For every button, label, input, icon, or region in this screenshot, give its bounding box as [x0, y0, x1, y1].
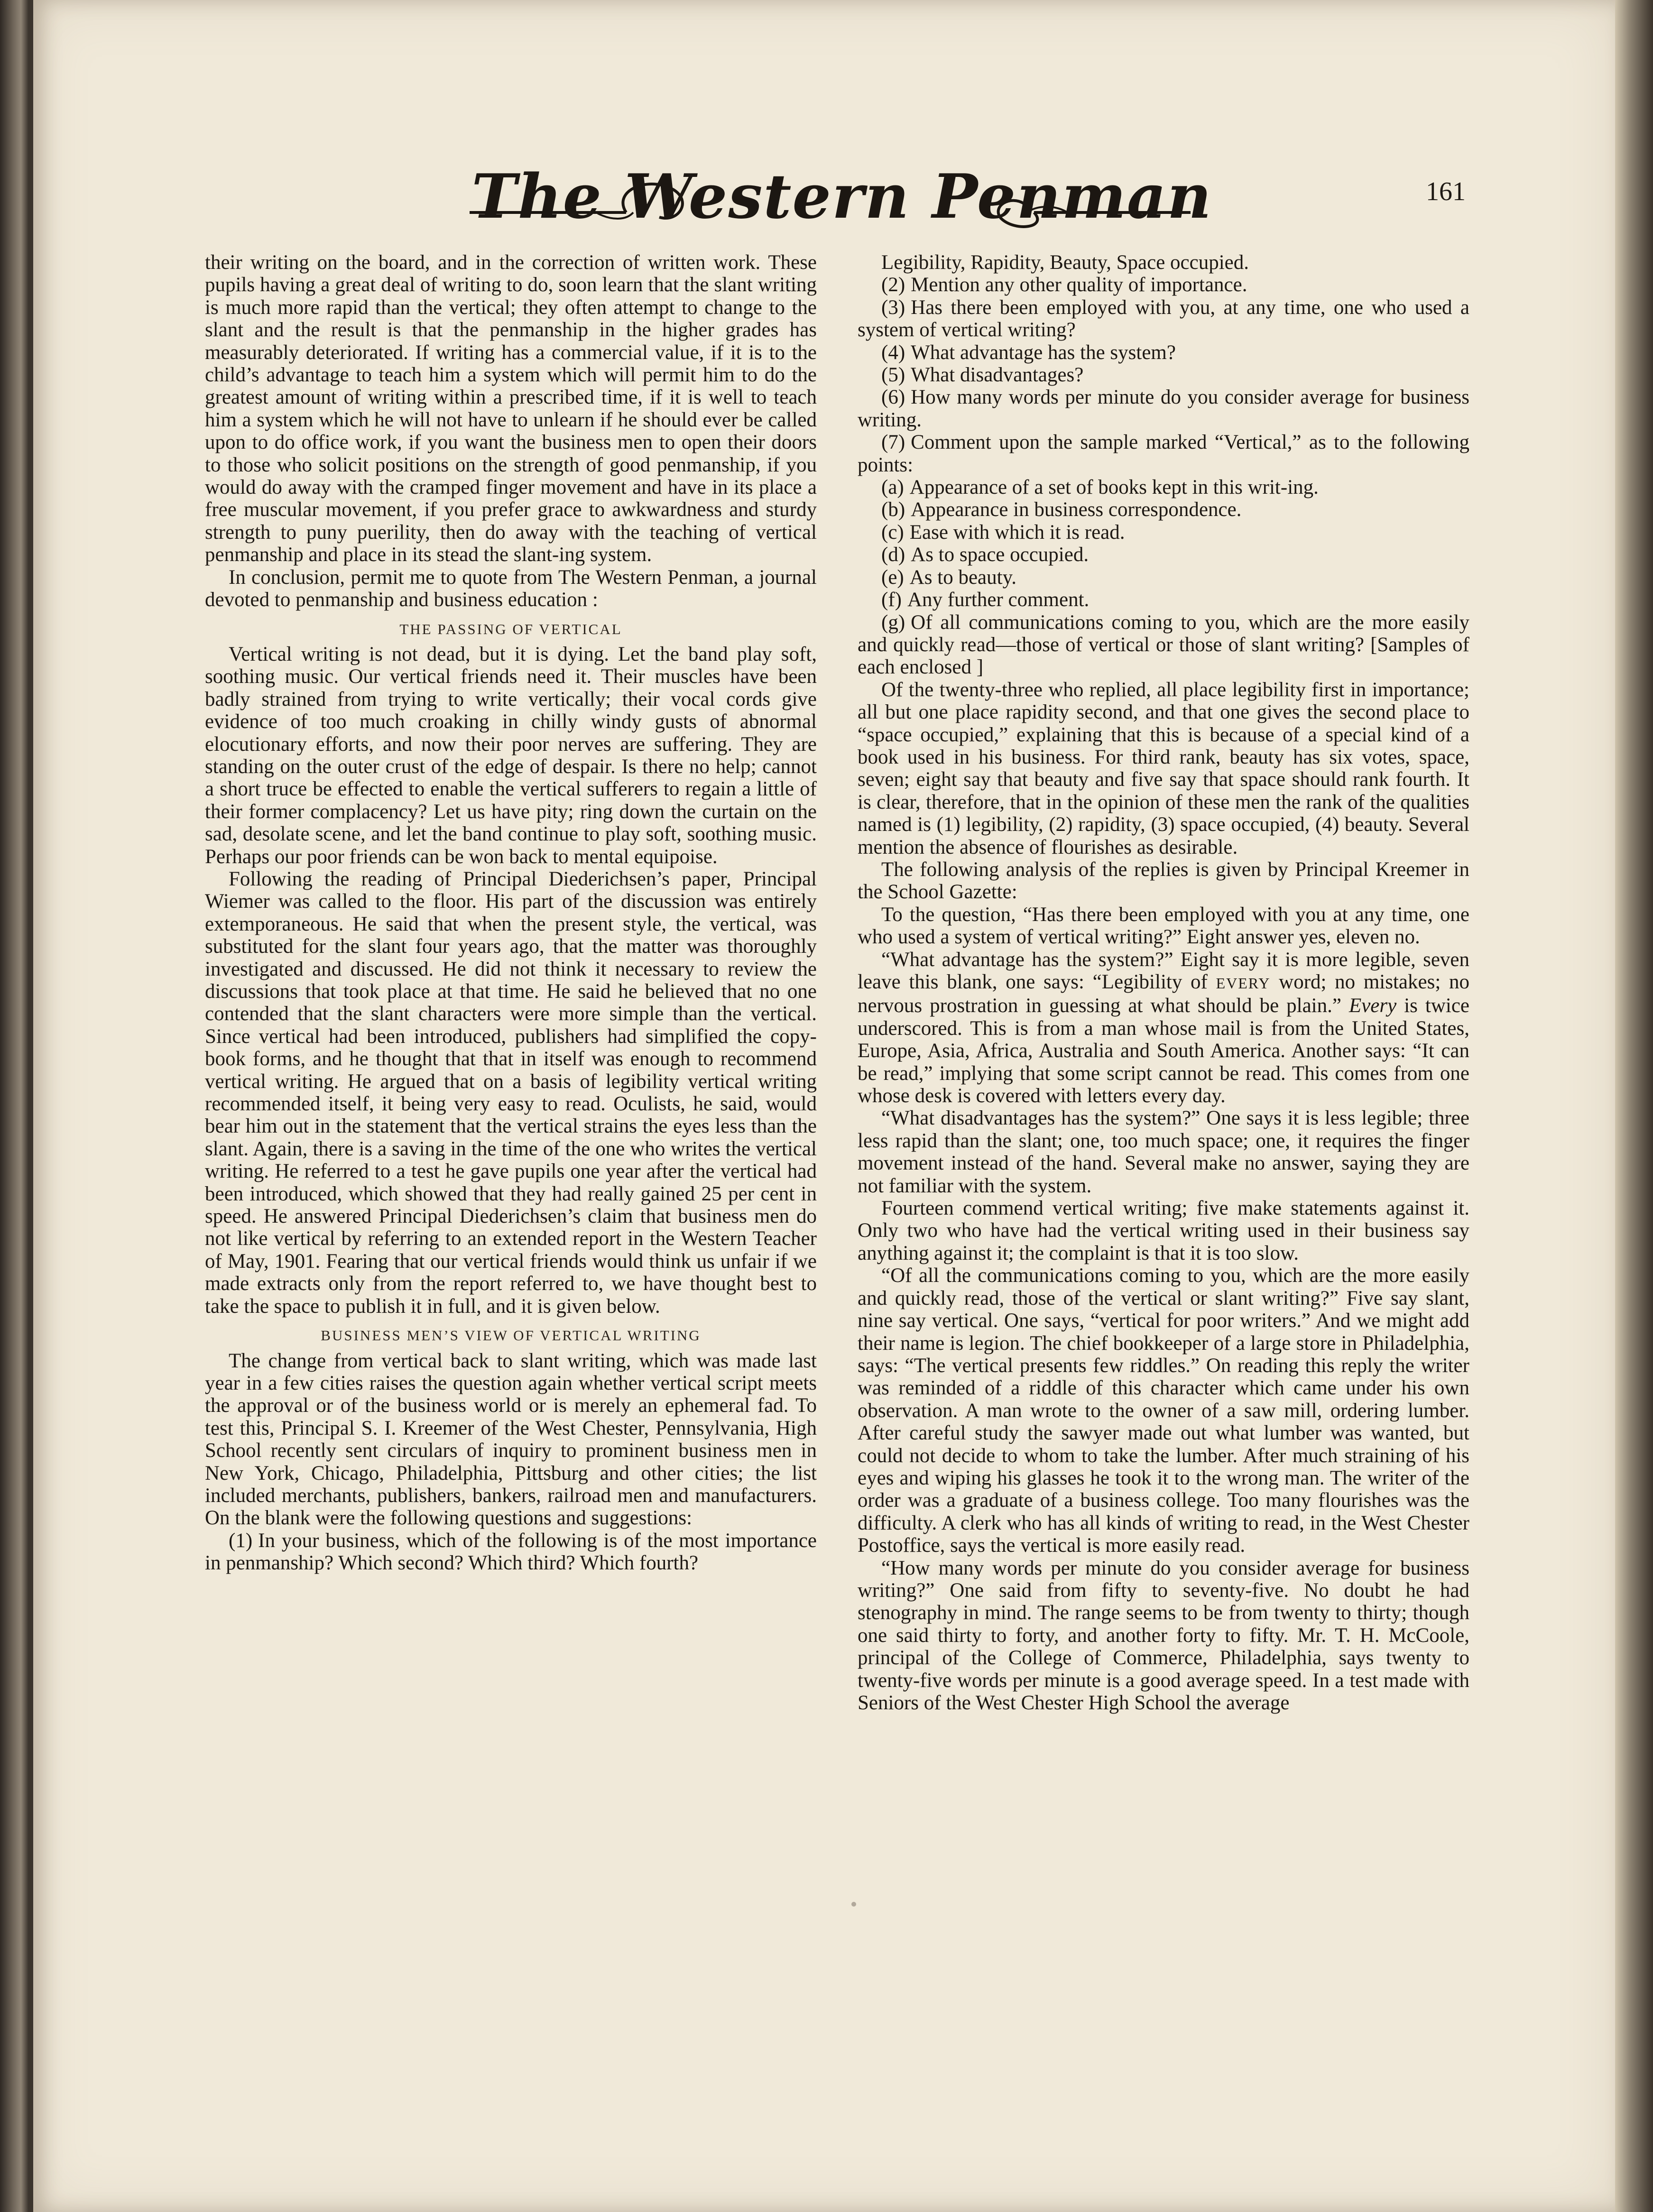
question-text: As to space occupied.	[911, 544, 1089, 566]
body-paragraph: Following the reading of Principal Diederichsen’s paper, Principal Wiemer was called to the floor. His part of the discussion was entirely extemporaneous. He said that when the present style, the vertical, was substituted for the slant four years ago, that the matter was thoroughly investigated and discussed. He did not think it necessary to review the discussions that took place at that time. He said he believed that no one contended that the slant characters were more simple than the vertical. Since vertical had been introduced, publishers had simplified the copy-book forms, and he thought that that in itself was enough to recommend vertical writing. He argued that on a basis of legibility vertical writing recommended itself, it being very easy to read. Oculists, he said, would bear him out in the statement that the vertical strains the eyes less than the slant. Again, there is a saving in the time of the one who writes the vertical writing. He referred to a test he gave pupils one year after the vertical had been introduced, which showed that they had really gained 25 per cent in speed. He answered Principal Diederichsen’s claim that business men do not like vertical by referring to an extended report in the Western Teacher of May, 1901. Fearing that our vertical friends would think us unfair if we made extracts only from the report referred to, we have thought best to take the space to publish it in full, and it is given below.	[205, 867, 817, 1318]
body-paragraph: Vertical writing is not dead, but it is dying. Let the band play soft, soothing music. Our vertical friends need it. Their muscles have been badly strained from trying to write vertically; their vocal cords give evidence of too much croaking in chilly windy gusts of abnormal elocutionary efforts, and now their poor nerves are suffering. They are standing on the outer crust of the edge of despair. Is there no help; cannot a short truce be effected to enable the vertical sufferers to regain a little of their former complacency? Let us have pity; ring down the curtain on the sad, desolate scene, and let the band continue to play soft, soothing music. Perhaps our poor friends can be won back to mental equipoise.	[205, 643, 817, 868]
question-text: Mention any other quality of importance.	[911, 274, 1247, 296]
body-paragraph: Legibility, Rapidity, Beauty, Space occupied.	[881, 251, 1249, 274]
question-item	[205, 1530, 817, 1575]
question-number: (1)	[229, 1529, 253, 1552]
question-item	[858, 296, 1469, 341]
question-number: (g)	[881, 611, 905, 634]
question-number: (a)	[881, 476, 904, 499]
body-paragraph: The change from vertical back to slant writing, which was made last year in a few cities raises the question again whether vertical script meets the approval or of the business world or is merely an ephemeral fad. To test this, Principal S. I. Kreemer of the West Chester, Pennsylvania, High School recently sent circulars of inquiry to prominent business men in New York, Chicago, Philadelphia, Pittsburg and other cities; the list included merchants, publishers, bankers, railroad men and manufacturers. On the blank were the following questions and suggestions:	[205, 1349, 817, 1530]
question-item	[858, 274, 1469, 296]
question-item	[858, 498, 1469, 521]
question-text: Comment upon the sample marked “Vertical,” as to the following points:	[858, 431, 1469, 476]
small-caps-word: EVERY	[1216, 975, 1271, 992]
body-paragraph: “Of all the communications coming to you, which are the more easily and quickly read, those of the vertical or slant writing?” Five say slant, nine say vertical. One says, “vertical for poor writers.” And we might add their name is legion. The chief bookkeeper of a large store in Philadelphia, says: “The vertical presents few riddles.” On reading this reply the writer was reminded of a riddle of this character which came under his own observation. A man wrote to the owner of a saw mill, ordering lumber. After careful study the sawyer made out what lumber was wanted, but could not decide to whom to take the lumber. After much straining of his eyes and wiping his glasses he took it to the wrong man. The writer of the order was a graduate of a business college. Too many flourishes was the difficulty. A clerk who has all kinds of writing to read, in the West Chester Postoffice, says the vertical is more easily read.	[858, 1264, 1469, 1557]
question-number: (e)	[881, 566, 904, 589]
body-paragraph: Of the twenty-three who replied, all place legibility first in importance; all but one place rapidity second, and that one gives the second place to “space occupied,” explaining that this is because of a special kind of a book used in his business. For third rank, beauty has six votes, space, seven; eight say that beauty and five say that space should rank fourth. It is clear, therefore, that in the opinion of these men the rank of the qualities named is (1) legibility, (2) rapidity, (3) space occupied, (4) beauty. Several mention the absence of flourishes as desirable.	[858, 678, 1469, 858]
question-number: (5)	[881, 364, 905, 387]
question-number: (f)	[881, 589, 902, 611]
question-number: (4)	[881, 341, 905, 364]
body-paragraph	[858, 949, 1469, 1107]
question-text: Has there been employed with you, at any time, one who used a system of vertical writing?	[858, 296, 1469, 341]
section-heading: THE PASSING OF VERTICAL	[399, 620, 622, 637]
italic-word: Every	[1348, 995, 1397, 1017]
body-paragraph: The following analysis of the replies is given by Principal Kreemer in the School Gazette:	[858, 858, 1469, 903]
question-number: (b)	[881, 498, 905, 521]
text-run: “What advantage has the system?” Eight say it is more legible, seven leave this blank, one says: “Legibility of	[858, 948, 1469, 993]
question-text: What disadvantages?	[911, 364, 1084, 387]
question-number: (6)	[881, 386, 905, 409]
masthead-title: The Western Penman	[471, 161, 1212, 232]
text-run: word; no mistakes; no nervous prostration in guessing at what should be plain.”	[858, 971, 1469, 1017]
question-text: Ease with which it is read.	[909, 521, 1125, 544]
ink-speck	[851, 1902, 856, 1907]
question-number: (d)	[881, 544, 905, 566]
question-text: As to beauty.	[909, 566, 1017, 589]
question-item	[858, 476, 1469, 498]
question-text: How many words per minute do you consider average for business writing.	[858, 386, 1469, 431]
question-item	[858, 566, 1469, 589]
question-text: In your business, which of the following is of the most importance in penmanship? Which second? Which third? Which fourth?	[205, 1529, 817, 1575]
question-number: (7)	[881, 431, 905, 454]
page-number: 161	[1426, 177, 1466, 206]
body-paragraph: Fourteen commend vertical writing; five make statements against it. Only two who have had the vertical writing used in their business say anything against it; the complaint is that it is too slow.	[858, 1197, 1469, 1264]
question-item	[858, 386, 1469, 431]
question-item	[858, 589, 1469, 611]
question-item	[858, 544, 1469, 566]
body-paragraph: To the question, “Has there been employed with you at any time, one who used a system of vertical writing?” Eight answer yes, eleven no.	[858, 903, 1469, 949]
section-heading: BUSINESS MEN’S VIEW OF VERTICAL WRITING	[321, 1327, 701, 1344]
question-item	[858, 341, 1469, 364]
text-run: is twice underscored. This is from a man whose mail is from the United States, Europe, Asia, Africa, Australia and South America. Another says: “It can be read,” implying that some script cannot be read. This comes from one whose desk is covered with letters every day.	[858, 995, 1469, 1107]
right-column	[858, 251, 1469, 1714]
body-paragraph: In conclusion, permit me to quote from The Western Penman, a journal devoted to penmanship and business education :	[205, 566, 817, 611]
page-edge	[1615, 0, 1653, 2212]
question-item	[858, 364, 1469, 386]
question-text: Appearance of a set of books kept in this writ-ing.	[909, 476, 1319, 499]
question-item	[858, 521, 1469, 544]
question-number: (3)	[881, 296, 905, 319]
body-paragraph: “What disadvantages has the system?” One says it is less legible; three less rapid than the slant; one, too much space; one, it requires the finger movement instead of the hand. Several make no answer, saying they are not familiar with the system.	[858, 1107, 1469, 1197]
body-paragraph: their writing on the board, and in the correction of written work. These pupils having a great deal of writing to do, soon learn that the slant writing is much more rapid than the vertical; they often attempt to change to the slant and the result is that the penmanship in the higher grades has measurably deteriorated. If writing has a commercial value, if it is to the child’s advantage to teach him a system which will permit him to do the greatest amount of writing within a prescribed time, if it is well to teach him a system which he will not have to unlearn if he should ever be called upon to do office work, if you want the business men to open their doors to those who solicit positions on the strength of good penmanship, if you would do away with the cramped finger movement and have in its place a free muscular movement, if you prefer grace to awkwardness and sturdy strength to puny puerility, then do away with the teaching of vertical penmanship and place in its stead the slant-ing system.	[205, 251, 817, 566]
question-number: (c)	[881, 521, 904, 544]
question-number: (2)	[881, 274, 905, 296]
question-item	[858, 611, 1469, 679]
body-paragraph: “How many words per minute do you consider average for business writing?” One said from fifty to seventy-five. No doubt he had stenography in mind. The range seems to be from twenty to thirty; though one said thirty to forty, and another forty to fifty. Mr. T. H. McCoole, principal of the College of Commerce, Philadelphia, says twenty to twenty-five words per minute is a good average speed. In a test made with Seniors of the West Chester High School the average	[858, 1557, 1469, 1714]
question-text: Of all communications coming to you, which are the more easily and quickly read—those of vertical or those of slant writing? [Samples of each enclosed ]	[858, 611, 1469, 679]
left-column	[205, 251, 817, 1575]
question-text: Appearance in business correspondence.	[911, 498, 1242, 521]
question-text: Any further comment.	[907, 589, 1090, 611]
question-text: What advantage has the system?	[911, 341, 1176, 364]
question-item	[858, 431, 1469, 476]
